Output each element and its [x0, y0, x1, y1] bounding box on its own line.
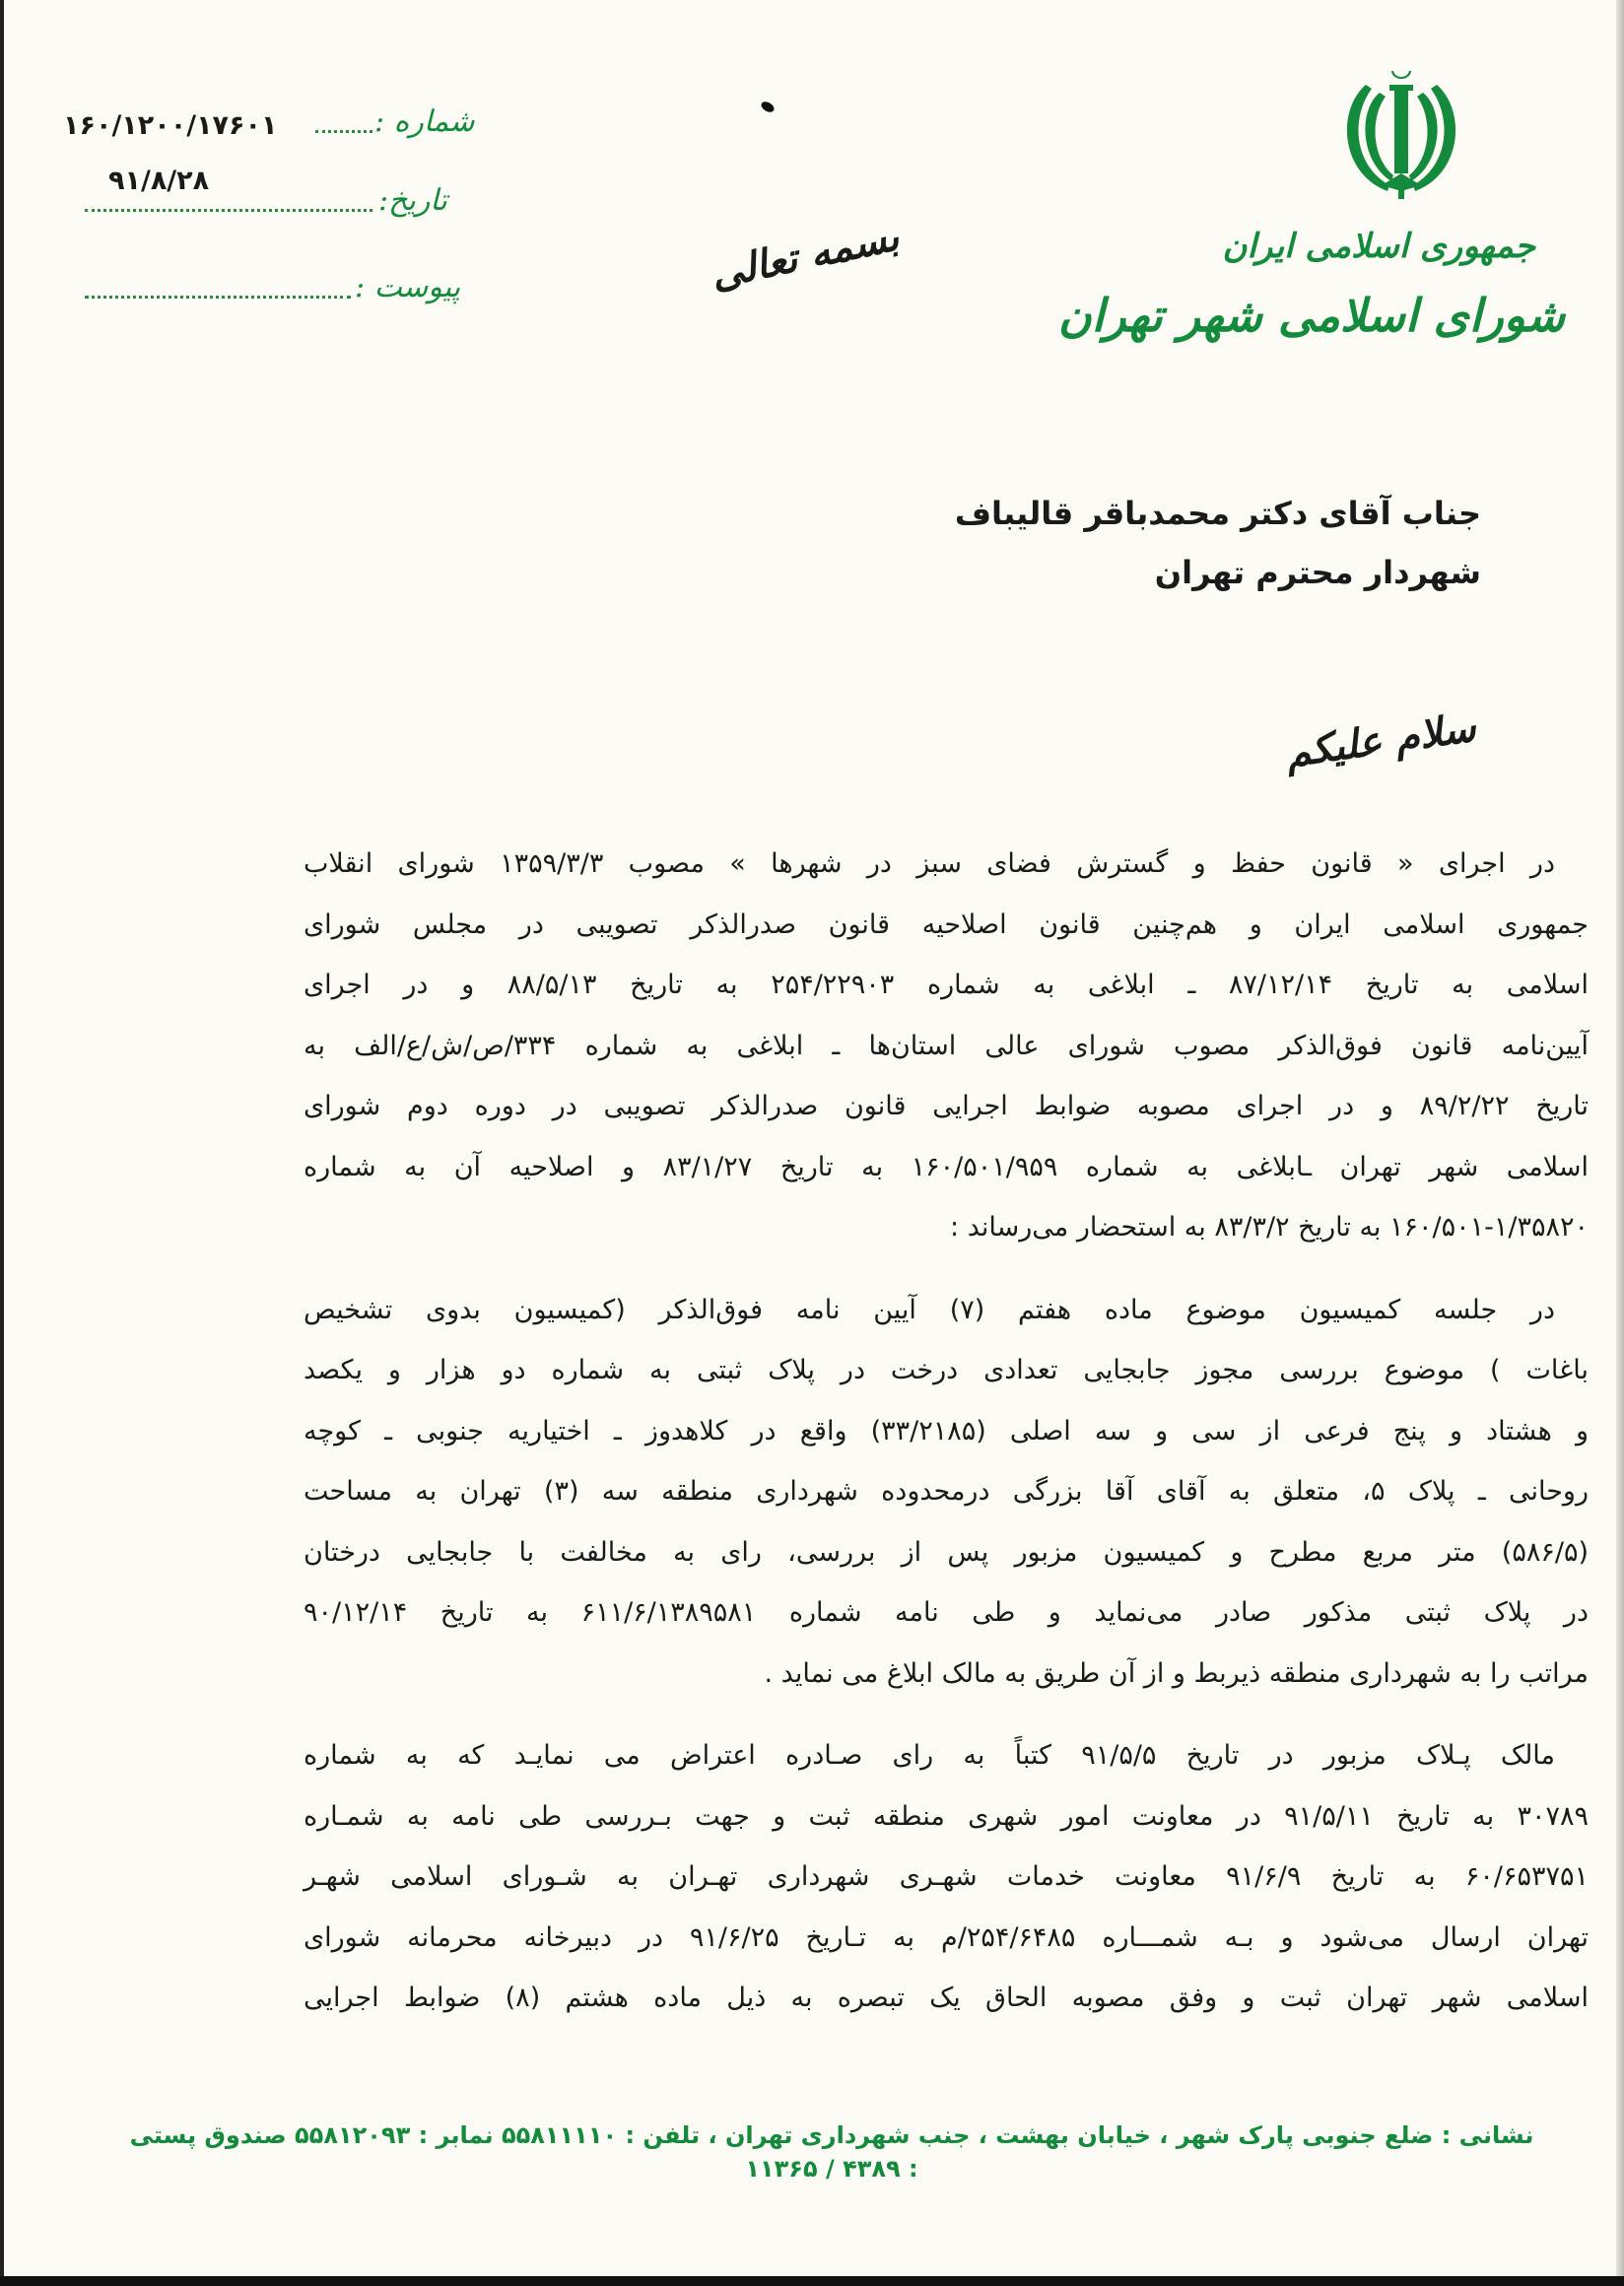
paragraph-1	[304, 834, 1589, 1258]
date-dotted-line	[85, 209, 372, 212]
body-line: مراتب را به شهرداری منطقه ذیربط و از آن طریق به مالک ابلاغ می نماید .	[764, 1657, 1589, 1689]
addressee-name: جناب آقای دکتر محمدباقر قالیباف	[954, 495, 1481, 532]
body-line: در پلاک ثبتی مذکور صادر می‌نماید و طی نامه شماره ۶۱۱/۶/۱۳۸۹۵۸۱ به تاریخ ۹۰/۱۲/۱۴	[304, 1597, 1589, 1628]
body-line: ۶۰/۶۵۳۷۵۱ به تاریخ ۹۱/۶/۹ معاونت خدمات شهـری شهرداری تهـران به شـورای اسلامی شهـر	[304, 1861, 1589, 1892]
body-line: (۵۸۶/۵) متر مربع مطرح و کمیسیون مزبور پس از بررسی، رای به مخالفت با جابجایی درختان	[304, 1536, 1589, 1568]
body-line: و هشتاد و پنج فرعی از سی و سه اصلی (۳۳/۲۱۸۵) واقع در کلاهدوز ـ اختیاریه جنوبی ـ کوچه	[304, 1415, 1589, 1446]
body-line: ۱۶۰/۵۰۱-۱/۳۵۸۲۰ به تاریخ ۸۳/۳/۲ به استحضار می‌رساند :	[950, 1212, 1589, 1243]
org-council-name: شورای اسلامی شهر تهران	[1057, 289, 1565, 342]
body-line: اسلامی شهر تهران ـابلاغی به شماره ۱۶۰/۵۰۱/۹۵۹ به تاریخ ۸۳/۱/۲۷ و اصلاحیه آن به شماره	[304, 1151, 1589, 1182]
body-line: ۳۰۷۸۹ به تاریخ ۹۱/۵/۱۱ در معاونت امور شهری منطقه ثبت و جهت بـررسی طی نامه به شمـاره	[304, 1800, 1589, 1832]
paragraph-2	[304, 1280, 1589, 1705]
attachment-label: پیوست :	[355, 270, 461, 304]
scan-edge-left	[0, 0, 4, 2286]
body-line: روحانی ـ پلاک ۵، متعلق به آقای آقا بزرگی درمحدوده شهرداری منطقه سه (۳) تهران به مساحت	[304, 1476, 1589, 1507]
salutation: سلام علیکم	[1282, 704, 1479, 777]
body-line: اسلامی به تاریخ ۸۷/۱۲/۱۴ ـ ابلاغی به شماره ۲۵۴/۲۲۹۰۳ به تاریخ ۸۸/۵/۱۳ و در اجرای	[304, 970, 1589, 1000]
org-country-name: جمهوری اسلامی ایران	[1222, 227, 1535, 266]
attachment-dotted-line	[85, 296, 351, 299]
number-label: شماره :	[374, 104, 475, 139]
number-value: ۱۶۰/۱۲۰۰/۱۷۶۰۱	[63, 110, 278, 141]
basmala: بسمه تعالی	[707, 213, 904, 299]
date-value: ۹۱/۸/۲۸	[108, 166, 210, 196]
iran-emblem-icon	[1336, 71, 1466, 201]
addressee-title: شهردار محترم تهران	[1154, 554, 1481, 591]
body-line: آیین‌نامه قانون فوق‌الذکر مصوب شورای عالی استان‌ها ـ ابلاغی به شماره ۳۳۴/ص/ش/ع/الف به	[304, 1030, 1589, 1061]
date-label: تاریخ:	[378, 183, 447, 218]
ink-speck	[760, 100, 777, 114]
body-line: باغات ) موضوع بررسی مجوز جابجایی تعدادی درخت در پلاک ثبتی به شماره دو هزار و یکصد	[304, 1355, 1589, 1385]
body-line: اسلامی شهر تهران ثبت و وفق مصوبه الحاق یک تبصره به ذیل ماده هشتم (۸) ضوابط اجرایی	[304, 1983, 1589, 2013]
scan-edge-right	[1616, 0, 1624, 2286]
body-line: جمهوری اسلامی ایران و هم‌چنین قانون اصلاحیه قانون صدرالذکر تصویبی در مجلس شورای	[304, 908, 1589, 940]
letter-body	[304, 834, 1589, 2029]
body-line: در اجرای « قانون حفظ و گسترش فضای سبز در شهرها » مصوب ۱۳۵۹/۳/۳ شورای انقلاب	[304, 848, 1555, 879]
body-line: تهران ارسال می‌شود و بـه شمـــاره ۲۵۴/۶۴۸۵/م به تـاریخ ۹۱/۶/۲۵ در دبیرخانه محرمانه شورای	[304, 1921, 1589, 1953]
body-line: مالک پـلاک مزبور در تاریخ ۹۱/۵/۵ کتباً به رای صـادره اعتراض می نمایـد که به شماره	[304, 1740, 1555, 1771]
footer-address: نشانی : ضلع جنوبی پارک شهر ، خیابان بهشت ، جنب شهرداری تهران ، تلفن : ۵۵۸۱۱۱۱۰ نمابر : ۵۵۸۱۲۰۹۳ صندوق پستی : ۴۳۸۹ / ۱۱۳۶۵	[129, 2121, 1534, 2183]
paragraph-3	[304, 1725, 1589, 2029]
scan-edge-bottom	[0, 2276, 1624, 2286]
number-dotted-line	[315, 130, 372, 133]
body-line: در جلسه کمیسیون موضوع ماده هفتم (۷) آیین نامه فوق‌الذکر (کمیسیون بدوی تشخیص	[304, 1294, 1555, 1325]
body-line: تاریخ ۸۹/۲/۲۲ و در اجرای مصوبه ضوابط اجرایی قانون صدرالذکر تصویبی در دوره دوم شورای	[304, 1091, 1589, 1121]
